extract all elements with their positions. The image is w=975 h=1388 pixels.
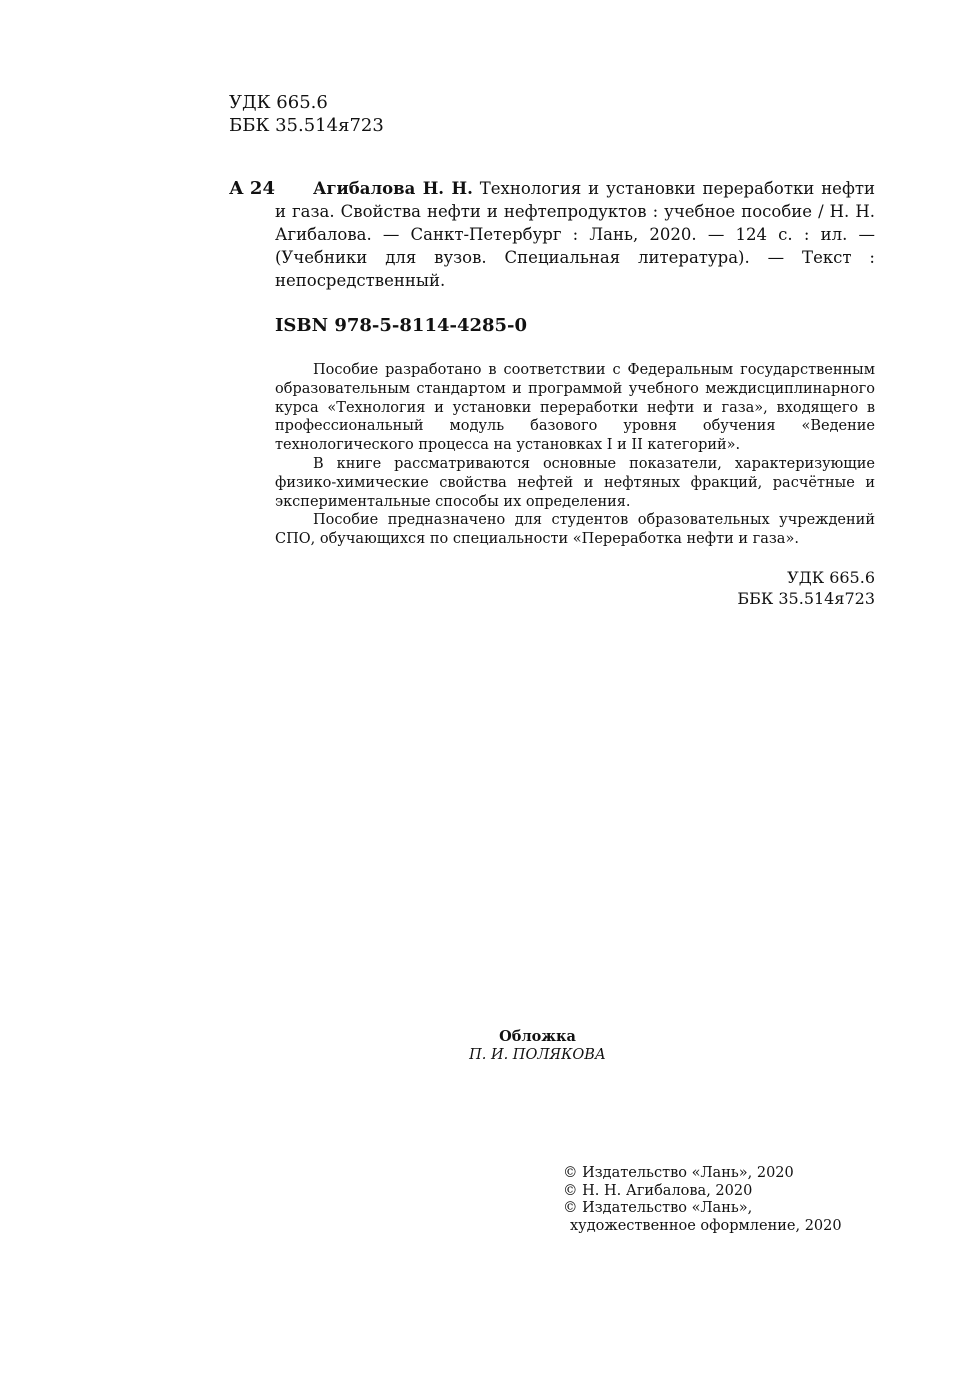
- annotation-paragraph: Пособие разработано в соответствии с Федеральным государственным образовательным стандартом и программой учебного междисциплинарного курса «Технология и установки переработки нефти и газа», входящего в профессиональный модуль базового уровня обучения «Ведение технологического процесса на установках I и II категорий».: [275, 362, 875, 454]
- author-mark: А 24: [229, 178, 275, 199]
- cover-artist: П. И. ПОЛЯКОВА: [469, 1047, 606, 1063]
- bibliographic-record: [275, 177, 875, 292]
- copyright-line: © Издательство «Лань», 2020: [563, 1165, 794, 1181]
- annotation-paragraph: Пособие предназначено для студентов образовательных учреждений СПО, обучающихся по специальности «Переработка нефти и газа».: [275, 512, 875, 548]
- udk-code: УДК 665.6: [229, 92, 328, 113]
- cover-credit: [425, 1027, 650, 1065]
- cover-label: Обложка: [499, 1028, 576, 1045]
- record-description: Технология и установки переработки нефти и газа. Свойства нефти и нефтепродуктов : учебное пособие / Н. Н. Агибалова. — Санкт-Петербург : Лань, 2020. — 124 с. : ил. — (Учебники для вузов. Специальная литература). — Текст : непосредственный.: [275, 179, 875, 290]
- annotation-paragraph: В книге рассматриваются основные показатели, характеризующие физико-химические свойства нефтей и нефтяных фракций, расчётные и экспериментальные способы их определения.: [275, 455, 875, 510]
- copyright-line: © Издательство «Лань»,: [563, 1200, 753, 1216]
- bbk-code: ББК 35.514я723: [229, 115, 384, 136]
- copyright-line: художественное оформление, 2020: [570, 1217, 842, 1234]
- classification-codes-bottom: [575, 567, 875, 609]
- udk-code: УДК 665.6: [787, 568, 875, 587]
- classification-codes-top: [229, 91, 384, 137]
- copyright-line: © Н. Н. Агибалова, 2020: [563, 1182, 753, 1199]
- bbk-code: ББК 35.514я723: [737, 589, 875, 608]
- copyright-block: [563, 1165, 883, 1235]
- isbn: ISBN 978-5-8114-4285-0: [275, 315, 528, 336]
- annotation: [275, 361, 875, 549]
- record-author: Агибалова Н. Н.: [313, 179, 473, 198]
